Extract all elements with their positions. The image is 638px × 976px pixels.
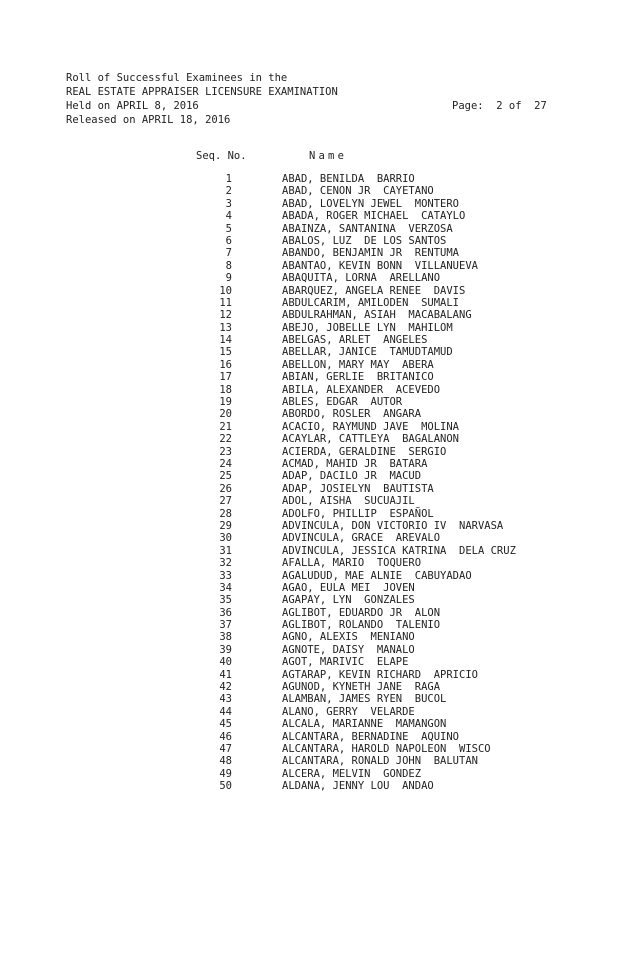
examinee-name: ACIERDA, GERALDINE SERGIO [282, 445, 447, 458]
seq-number: 2 [225, 185, 232, 198]
examinee-name: ALCALA, MARIANNE MAMANGON [282, 718, 447, 731]
examinee-name: AGLIBOT, ROLANDO TALENIO [282, 619, 441, 632]
list-item [0, 669, 638, 681]
list-item [0, 334, 638, 346]
list-item [0, 532, 638, 544]
released-date: Released on APRIL 18, 2016 [66, 114, 231, 126]
seq-number: 31 [219, 544, 232, 557]
list-item [0, 619, 638, 631]
examinee-name: ALANO, GERRY VELARDE [282, 705, 415, 718]
list-item [0, 173, 638, 185]
examinee-name: ABAD, BENILDA BARRIO [282, 173, 415, 185]
list-item [0, 198, 638, 210]
seq-number: 21 [219, 420, 232, 433]
list-item [0, 309, 638, 321]
examinee-name: ABANTAO, KEVIN BONN VILLANUEVA [282, 259, 478, 272]
seq-number: 23 [219, 445, 232, 458]
list-item [0, 421, 638, 433]
list-item [0, 346, 638, 358]
examinee-name: AGALUDUD, MAE ALNIE CABUYADAO [282, 569, 472, 582]
list-item [0, 631, 638, 643]
seq-number: 14 [219, 334, 232, 347]
list-item [0, 322, 638, 334]
seq-number: 34 [219, 581, 232, 594]
examinee-name: ACACIO, RAYMUND JAVE MOLINA [282, 420, 460, 433]
doc-title-line: Roll of Successful Examinees in the [66, 72, 288, 84]
examinee-name: AGLIBOT, EDUARDO JR ALON [282, 606, 441, 619]
seq-number: 26 [219, 482, 232, 495]
seq-number: 8 [225, 259, 232, 272]
list-item [0, 495, 638, 507]
list-item [0, 644, 638, 656]
list-item [0, 359, 638, 371]
list-item [0, 594, 638, 606]
seq-number: 7 [225, 247, 232, 260]
list-item [0, 235, 638, 247]
seq-number: 25 [219, 470, 232, 483]
examinee-name: AGAPAY, LYN GONZALES [282, 594, 415, 607]
examinee-name: AGUNOD, KYNETH JANE RAGA [282, 681, 441, 694]
list-item [0, 570, 638, 582]
seq-number: 29 [219, 519, 232, 532]
seq-number: 4 [225, 210, 232, 223]
list-item [0, 731, 638, 743]
examinee-name: ABILA, ALEXANDER ACEVEDO [282, 383, 441, 396]
examinee-name: ALCANTARA, RONALD JOHN BALUTAN [282, 755, 478, 768]
list-item [0, 681, 638, 693]
examinee-name: ABAD, CENON JR CAYETANO [282, 185, 434, 198]
list-item [0, 446, 638, 458]
examinee-name: ACAYLAR, CATTLEYA BAGALANON [282, 433, 460, 446]
seq-number: 19 [219, 396, 232, 409]
examinee-name: ADAP, DACILO JR MACUD [282, 470, 422, 483]
examinee-name: ABLES, EDGAR AUTOR [282, 396, 403, 409]
examinee-name: ALDANA, JENNY LOU ANDAO [282, 780, 434, 793]
list-item [0, 384, 638, 396]
examinee-name: ABELGAS, ARLET ANGELES [282, 334, 428, 347]
seq-number: 32 [219, 557, 232, 570]
seq-number: 45 [219, 718, 232, 731]
page-number: Page: 2 of 27 [452, 100, 547, 112]
seq-number: 27 [219, 495, 232, 508]
examinee-name: ALCANTARA, BERNADINE AQUINO [282, 730, 460, 743]
seq-number: 46 [219, 730, 232, 743]
examinee-name: ADVINCULA, DON VICTORIO IV NARVASA [282, 519, 504, 532]
examinee-name: ABANDO, BENJAMIN JR RENTUMA [282, 247, 460, 260]
list-item [0, 210, 638, 222]
examinee-name: ABEJO, JOBELLE LYN MAHILOM [282, 321, 453, 334]
examinee-name: AGAO, EULA MEI JOVEN [282, 581, 415, 594]
list-item [0, 408, 638, 420]
seq-number: 9 [225, 272, 232, 285]
list-item [0, 557, 638, 569]
examinee-name: ACMAD, MAHID JR BATARA [282, 457, 428, 470]
list-item [0, 433, 638, 445]
examinee-name: AGNOTE, DAISY MANALO [282, 643, 415, 656]
seq-number: 36 [219, 606, 232, 619]
seq-number: 37 [219, 619, 232, 632]
seq-number: 22 [219, 433, 232, 446]
seq-number: 28 [219, 507, 232, 520]
examinee-name: ALCANTARA, HAROLD NAPOLEON WISCO [282, 742, 491, 755]
list-item [0, 693, 638, 705]
seq-number: 5 [225, 222, 232, 235]
examinee-name: ADVINCULA, GRACE AREVALO [282, 532, 441, 545]
examinee-name: ABAQUITA, LORNA ARELLANO [282, 272, 441, 285]
list-item [0, 470, 638, 482]
seq-number: 33 [219, 569, 232, 582]
examinee-name: ABDULRAHMAN, ASIAH MACABALANG [282, 309, 472, 322]
seq-number: 40 [219, 656, 232, 669]
list-item [0, 260, 638, 272]
list-item [0, 607, 638, 619]
examinee-name: ABIAN, GERLIE BRITANICO [282, 371, 434, 384]
seq-number: 38 [219, 631, 232, 644]
examinee-name: ABORDO, ROSLER ANGARA [282, 408, 422, 421]
seq-number: 10 [219, 284, 232, 297]
seq-number: 24 [219, 457, 232, 470]
list-item [0, 396, 638, 408]
examinee-name: ADVINCULA, JESSICA KATRINA DELA CRUZ [282, 544, 516, 557]
examinee-name: ABADA, ROGER MICHAEL CATAYLO [282, 210, 466, 223]
seq-number: 20 [219, 408, 232, 421]
seq-number: 11 [219, 296, 232, 309]
seq-number: 1 [225, 173, 232, 185]
examinee-name: AGTARAP, KEVIN RICHARD APRICIO [282, 668, 478, 681]
seq-number: 43 [219, 693, 232, 706]
seq-number: 3 [225, 197, 232, 210]
examinee-name: ADOL, AISHA SUCUAJIL [282, 495, 415, 508]
examinee-name: ABELLON, MARY MAY ABERA [282, 358, 434, 371]
held-date: Held on APRIL 8, 2016 [66, 100, 199, 112]
seq-number: 50 [219, 780, 232, 793]
list-item [0, 706, 638, 718]
examinee-name: ADAP, JOSIELYN BAUTISTA [282, 482, 434, 495]
list-item [0, 718, 638, 730]
list-item [0, 508, 638, 520]
examinee-name: ABELLAR, JANICE TAMUDTAMUD [282, 346, 453, 359]
seq-number: 42 [219, 681, 232, 694]
seq-number: 48 [219, 755, 232, 768]
seq-number: 35 [219, 594, 232, 607]
examinee-name: ABAINZA, SANTANINA VERZOSA [282, 222, 453, 235]
list-item [0, 768, 638, 780]
list-item [0, 247, 638, 259]
examinee-name: AFALLA, MARIO TOQUERO [282, 557, 422, 570]
list-item [0, 545, 638, 557]
examinee-name: ALCERA, MELVIN GONDEZ [282, 767, 422, 780]
examinee-name: ABARQUEZ, ANGELA RENEE DAVIS [282, 284, 466, 297]
list-item [0, 582, 638, 594]
list-item [0, 272, 638, 284]
seq-number: 41 [219, 668, 232, 681]
seq-number: 30 [219, 532, 232, 545]
seq-number: 15 [219, 346, 232, 359]
seq-number: 18 [219, 383, 232, 396]
seq-number: 6 [225, 234, 232, 247]
list-item [0, 458, 638, 470]
seq-number: 17 [219, 371, 232, 384]
list-item [0, 520, 638, 532]
list-item [0, 223, 638, 235]
seq-number: 39 [219, 643, 232, 656]
list-item [0, 780, 638, 792]
examinee-name: ABDULCARIM, AMILODEN SUMALI [282, 296, 460, 309]
list-item [0, 656, 638, 668]
seq-number: 44 [219, 705, 232, 718]
list-item [0, 755, 638, 767]
list-item [0, 483, 638, 495]
seq-column-header: Seq. No. [196, 150, 247, 162]
list-item [0, 285, 638, 297]
list-item [0, 743, 638, 755]
examinee-name: AGOT, MARIVIC ELAPE [282, 656, 409, 669]
examinee-name: ADOLFO, PHILLIP ESPAÑOL [282, 507, 434, 520]
exam-name: REAL ESTATE APPRAISER LICENSURE EXAMINATION [66, 86, 338, 98]
examinee-name: ABALOS, LUZ DE LOS SANTOS [282, 234, 447, 247]
examinee-name: ABAD, LOVELYN JEWEL MONTERO [282, 197, 460, 210]
seq-number: 12 [219, 309, 232, 322]
seq-number: 16 [219, 358, 232, 371]
examinee-name: ALAMBAN, JAMES RYEN BUCOL [282, 693, 447, 706]
list-item [0, 371, 638, 383]
list-item [0, 297, 638, 309]
list-item [0, 185, 638, 197]
name-column-header: Name [309, 150, 348, 162]
seq-number: 13 [219, 321, 232, 334]
examinee-name: AGNO, ALEXIS MENIANO [282, 631, 415, 644]
examinee-list [0, 173, 638, 793]
seq-number: 47 [219, 742, 232, 755]
seq-number: 49 [219, 767, 232, 780]
